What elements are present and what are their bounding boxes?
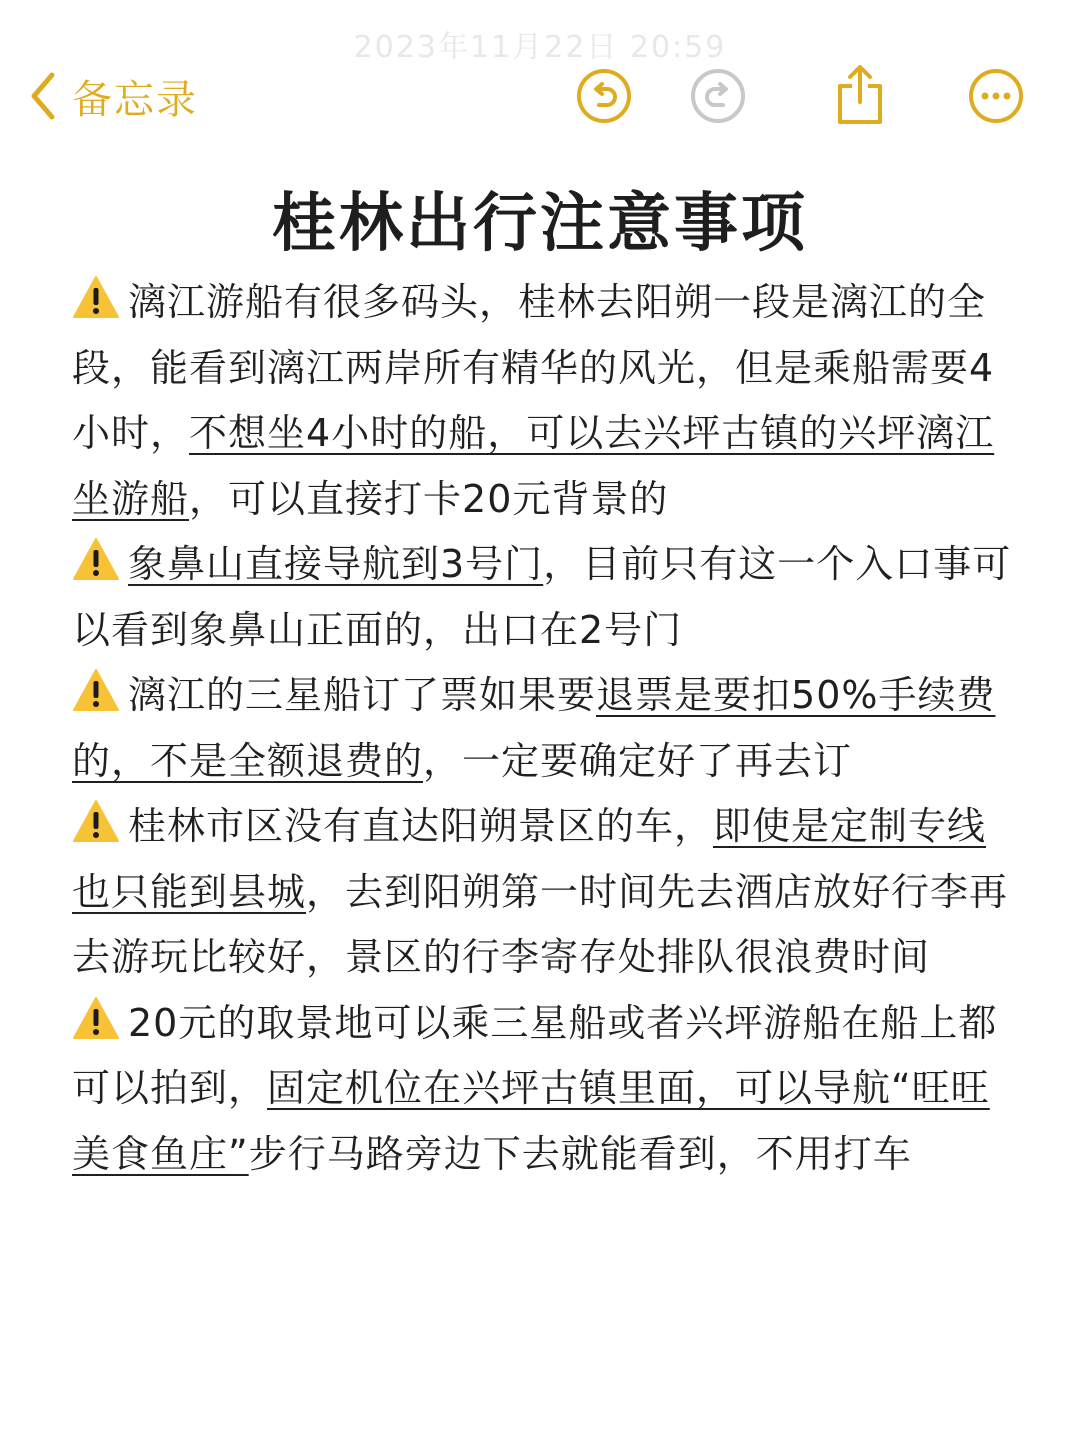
note-text: ，去到阳朔第一时间先去酒店放好行李再去游玩比较好，景区的行李寄存处排队很浪费时间 <box>72 869 1009 979</box>
note-text: 步行马路旁边下去就能看到，不用打车 <box>248 1131 912 1176</box>
warning-icon <box>72 996 120 1040</box>
warning-icon <box>72 275 120 319</box>
note-text: ，可以直接打卡20元背景的 <box>189 476 669 521</box>
status-time: 2023年11月22日 20:59 <box>353 30 727 65</box>
back-button[interactable] <box>28 68 198 124</box>
nav-bar <box>0 60 1080 132</box>
note-title: 桂林出行注意事项 <box>272 187 808 261</box>
underlined-text: 即使是定制专线也只能到县城 <box>72 804 987 914</box>
back-label: 备忘录 <box>72 76 198 123</box>
more-icon <box>968 68 1024 124</box>
underlined-text: 象鼻山直接导航到3号门 <box>128 542 544 586</box>
undo-icon <box>576 68 632 124</box>
warning-icon <box>72 799 120 843</box>
redo-button[interactable] <box>690 68 746 124</box>
more-button[interactable] <box>968 68 1024 124</box>
share-button[interactable] <box>832 62 888 126</box>
note-item <box>72 794 1012 991</box>
warning-icon <box>72 668 120 712</box>
note-item <box>72 991 1012 1188</box>
note-item <box>72 270 1012 532</box>
redo-icon <box>690 68 746 124</box>
note-text: 漓江游船有很多码头，桂林去阳朔一段是漓江的全段，能看到漓江两岸所有精华的风光，但是乘船需要4小时， <box>72 280 995 455</box>
note-body[interactable] <box>72 270 1012 1187</box>
underlined-text: 退票是要扣50%手续费的，不是全额退费的 <box>72 673 996 783</box>
underlined-text: 不想坐4小时的船，可以去兴坪古镇的兴坪漓江坐游船 <box>72 411 995 521</box>
note-text: ，目前只有这一个入口事可以看到象鼻山正面的，出口在2号门 <box>72 542 1012 652</box>
note-text: 桂林市区没有直达阳朔景区的车， <box>128 804 714 848</box>
note-item <box>72 663 1012 794</box>
note-text: 漓江的三星船订了票如果要 <box>128 673 597 717</box>
share-icon <box>832 62 888 126</box>
chevron-left-icon <box>28 71 58 121</box>
note-item <box>72 532 1012 663</box>
warning-icon <box>72 537 120 581</box>
note-text: 20元的取景地可以乘三星船或者兴坪游船在船上都可以拍到， <box>72 1000 998 1110</box>
note-text: ，一定要确定好了再去订 <box>423 738 853 783</box>
underlined-text: 固定机位在兴坪古镇里面，可以导航“旺旺美食鱼庄” <box>72 1066 990 1176</box>
undo-button[interactable] <box>576 68 632 124</box>
